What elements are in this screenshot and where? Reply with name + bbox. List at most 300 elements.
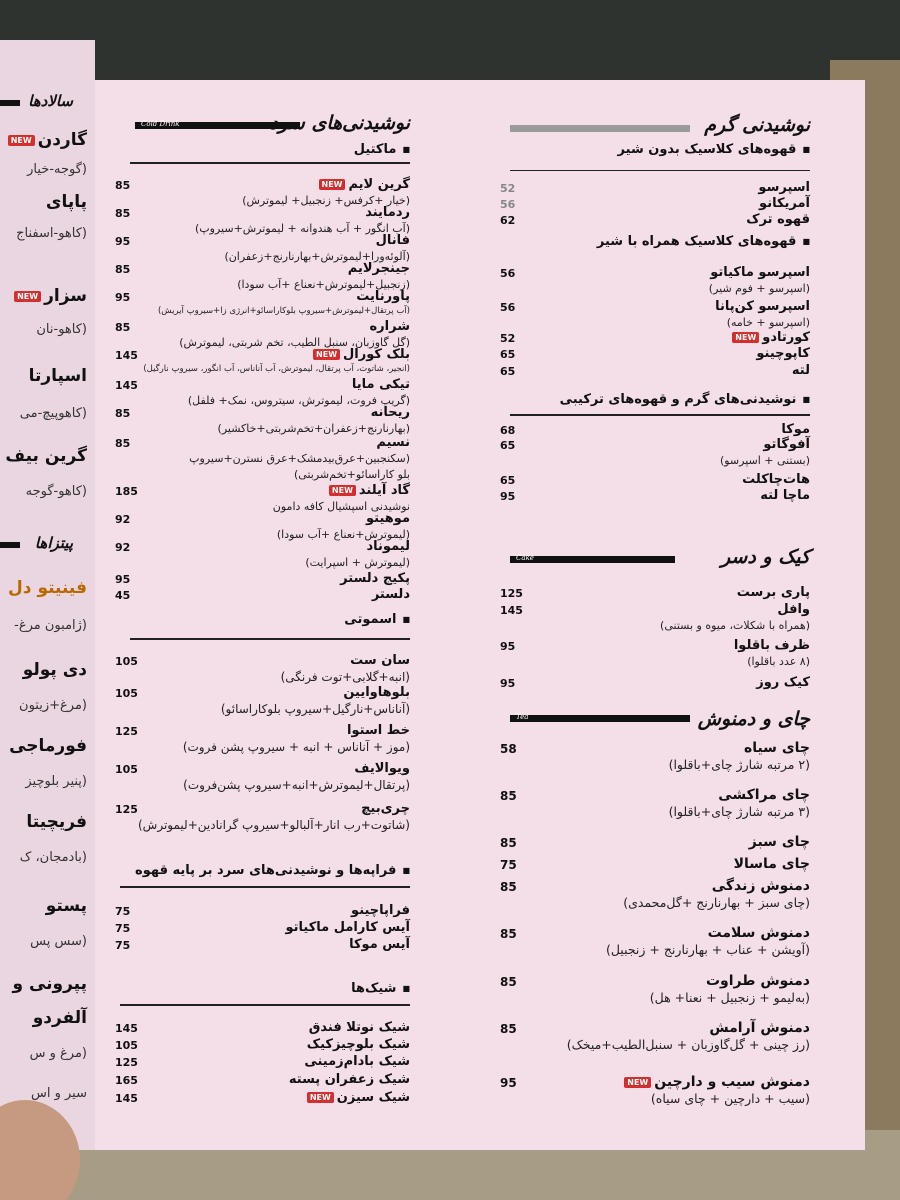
menu-item-description: (رز چینی + گل‌گاوزبان + سنبل‌الطیب+میخک) — [566, 1037, 810, 1052]
left-panel-item-name: پاپای — [45, 192, 87, 212]
menu-item-label: چای مراکشی — [718, 787, 810, 803]
section-rule — [120, 1004, 410, 1006]
left-panel-item-name: دی پولو — [22, 660, 87, 680]
menu-item — [500, 787, 810, 805]
menu-item-price: 65 — [500, 365, 516, 378]
menu-item-price: 85 — [500, 927, 517, 941]
menu-item-name — [361, 801, 410, 816]
menu-item — [115, 205, 410, 223]
menu-item — [500, 488, 810, 506]
menu-item — [500, 973, 810, 991]
menu-item-name — [352, 377, 410, 392]
menu-item-description: (پرتقال+لیموترش+انبه+سیروپ پشن‌فروت) — [183, 778, 410, 792]
menu-item-name — [737, 585, 810, 600]
tea-title: چای و دمنوش — [697, 708, 810, 730]
menu-item — [500, 1074, 810, 1092]
menu-item-label: دمنوش سیب و دارچین — [654, 1074, 810, 1090]
menu-item — [115, 920, 410, 938]
menu-item — [500, 675, 810, 693]
menu-item — [115, 937, 410, 955]
menu-item-name — [763, 437, 810, 452]
salad-header: سالادها — [28, 92, 73, 110]
menu-item-label: جینجرلایم — [347, 261, 410, 276]
menu-item-name — [777, 602, 810, 617]
menu-item-label: گرین لایم — [348, 177, 410, 192]
menu-item-label: هات‌چاکلت — [742, 472, 810, 487]
menu-item-label: موکا — [781, 422, 810, 437]
menu-item-label: فراپاچینو — [351, 903, 410, 918]
new-badge: NEW — [14, 291, 41, 302]
menu-item-description: (همراه با شکلات، میوه و بستنی) — [660, 619, 810, 632]
left-panel-item-desc: (کاهو-نان — [36, 322, 87, 337]
left-panel-item-desc: (کاهو-اسفناج — [16, 226, 87, 241]
new-badge: NEW — [307, 1092, 334, 1103]
menu-item-name — [326, 483, 410, 498]
menu-item-name — [310, 347, 410, 362]
left-panel-item — [11, 286, 87, 306]
pizza-header: پیتزاها — [34, 534, 73, 552]
left-panel-item-desc: (سس پس — [30, 934, 87, 949]
left-panel-item — [46, 192, 87, 212]
menu-item-name — [354, 761, 410, 776]
menu-item-description: (آویشن + عناب + بهارنارنج + زنجبیل) — [605, 942, 810, 957]
menu-item-price: 45 — [115, 589, 131, 602]
menu-item-name — [351, 903, 410, 918]
menu-item — [500, 878, 810, 896]
left-menu-panel — [0, 40, 95, 1150]
left-panel-item-desc: (کاهو-گوجه — [25, 484, 87, 499]
menu-item-name — [347, 723, 410, 738]
menu-item-name — [316, 177, 411, 192]
new-badge: NEW — [8, 135, 35, 146]
menu-item-label: وافل — [777, 602, 810, 617]
left-panel-item-desc: (مرغ+زیتون — [19, 698, 87, 713]
menu-item-name — [365, 205, 410, 220]
menu-item-price: 85 — [115, 179, 131, 192]
menu-item-description: (گل گاوزبان، سنبل الطیب، تخم شربتی، لیموترش) — [179, 336, 410, 349]
salad-header-bar — [0, 100, 20, 106]
menu-item-label: تیکی مایا — [351, 377, 410, 392]
menu-item — [500, 585, 810, 603]
menu-item — [115, 685, 410, 703]
left-panel-item-name: اسپارتا — [28, 366, 87, 386]
menu-item — [115, 903, 410, 921]
menu-item — [115, 483, 410, 501]
menu-item-name — [304, 1054, 410, 1069]
menu-item-label: ریحانه — [370, 405, 410, 420]
menu-item-name — [756, 346, 810, 361]
menu-item-price: 68 — [500, 424, 516, 437]
menu-item-label: لیموناد — [366, 539, 410, 554]
menu-item — [115, 1037, 410, 1055]
cake-bar-label: Cake — [516, 554, 534, 562]
menu-item-name — [706, 973, 810, 989]
menu-item-price: 95 — [500, 490, 516, 503]
menu-item-label: چای ماسالا — [733, 856, 810, 872]
menu-item-description: (انبه+گلابی+توت فرنگی) — [280, 670, 410, 684]
menu-item — [500, 638, 810, 656]
left-panel-item — [46, 896, 87, 916]
menu-item-description: (اسپرسو + خامه) — [726, 316, 810, 329]
menu-item — [115, 539, 410, 557]
section-mocktail: ■ ماکتیل — [354, 142, 410, 157]
section-rule — [130, 162, 410, 164]
section-rule — [130, 638, 410, 640]
menu-item-label: دمنوش زندگی — [711, 878, 810, 894]
cold-title: نوشیدنی‌های سرد — [269, 112, 410, 134]
menu-item-price: 145 — [500, 604, 523, 617]
menu-item-price: 58 — [500, 742, 517, 756]
menu-item-name — [376, 435, 410, 450]
menu-item — [115, 801, 410, 819]
menu-item-description: (انجیر، شاتوت، آب پرتقال، لیموترش، آب آناناس، آب انگور، سیروپ نارگیل) — [143, 364, 410, 374]
left-panel-item-desc: (مرغ و س — [29, 1046, 87, 1061]
menu-item-label: کیک روز — [756, 675, 810, 690]
menu-item-name — [734, 856, 810, 872]
menu-item-name — [712, 878, 810, 894]
menu-item-name — [746, 212, 810, 227]
menu-item-label: کاپوچینو — [756, 346, 810, 361]
menu-item-price: 95 — [115, 573, 131, 586]
left-panel-item-desc: (کاهوپیچ-می — [19, 406, 87, 421]
menu-item — [115, 723, 410, 741]
menu-item-label: دمنوش طراوت — [705, 973, 810, 989]
left-panel-item — [33, 1008, 87, 1028]
menu-item-price: 56 — [500, 198, 516, 211]
section-frappe: ■ فراپه‌ها و نوشیدنی‌های سرد بر پایه قهوه — [135, 863, 410, 878]
background-top — [0, 0, 900, 80]
menu-item-label: چای سبز — [748, 834, 810, 850]
menu-item-name — [781, 422, 810, 437]
menu-item-price: 92 — [115, 541, 131, 554]
section-smoothie: ■ اسموتی — [344, 612, 410, 627]
menu-item-name — [356, 289, 410, 304]
menu-item — [115, 261, 410, 279]
menu-item-description: (بهارنارنج+زعفران+تخم‌شربتی+خاکشیر) — [217, 422, 410, 435]
menu-item-name — [349, 937, 410, 952]
menu-item-name — [742, 472, 810, 487]
menu-item-label: قهوه ترک — [746, 212, 810, 227]
menu-item-name — [718, 787, 810, 803]
menu-item-price: 85 — [115, 207, 131, 220]
menu-item-name — [340, 571, 410, 586]
menu-item-name — [734, 638, 810, 653]
menu-item-name — [304, 1090, 410, 1105]
menu-item-price: 62 — [500, 214, 516, 227]
menu-item-description: نوشیدنی اسپشیال کافه دامون — [272, 500, 410, 513]
menu-item-description: (لیموترش+نعناع +آب سودا) — [276, 528, 410, 541]
menu-item-description: (زنجبیل+لیموترش+نعناع +آب سودا) — [237, 278, 410, 291]
menu-item-label: شراره — [369, 319, 410, 334]
menu-item-name — [348, 261, 410, 276]
new-badge: NEW — [319, 179, 346, 190]
menu-item — [115, 377, 410, 395]
menu-item-price: 95 — [115, 235, 131, 248]
menu-item-description: (شاتوت+رب انار+آلبالو+سیروپ گرانادین+لیموترش) — [138, 818, 410, 832]
menu-item-description: (بستنی + اسپرسو) — [719, 454, 810, 467]
menu-item — [500, 437, 810, 455]
menu-item-label: دمنوش آرامش — [709, 1020, 810, 1036]
left-panel-item-name: سزار — [44, 286, 87, 306]
menu-item-label: سان ست — [350, 653, 410, 668]
menu-item-description: (به‌لیمو + زنجبیل + نعنا+ هل) — [649, 990, 810, 1005]
menu-item-name — [307, 1037, 410, 1052]
left-panel-item — [5, 130, 87, 150]
menu-item-name — [309, 1020, 410, 1035]
left-panel-item-desc: (گوجه-خیار — [27, 162, 87, 177]
menu-item — [500, 212, 810, 230]
menu-item-name — [366, 511, 410, 526]
menu-item — [115, 435, 410, 453]
menu-item-price: 65 — [500, 348, 516, 361]
menu-item — [115, 289, 410, 307]
menu-item-name — [744, 740, 810, 756]
menu-item-label: موهیتو — [366, 511, 410, 526]
menu-item-name — [709, 1020, 810, 1036]
menu-item — [500, 740, 810, 758]
menu-item-description: (خیار +کرفس+ زنجبیل+ لیموترش) — [242, 194, 410, 207]
menu-item-label: آیس کارامل ماکیاتو — [285, 920, 410, 935]
menu-item — [500, 1020, 810, 1038]
new-badge: NEW — [732, 332, 759, 343]
menu-item-description: (آلوئه‌ورا+لیموترش+بهارنارنج+زعفران) — [224, 250, 410, 263]
menu-item-price: 185 — [115, 485, 138, 498]
left-panel-item — [8, 578, 87, 598]
menu-item-price: 125 — [115, 1056, 138, 1069]
menu-item-name — [715, 299, 810, 314]
menu-item — [115, 233, 410, 251]
menu-item-name — [350, 653, 410, 668]
menu-item — [500, 602, 810, 620]
menu-item-description: (اسپرسو + فوم شیر) — [708, 282, 810, 295]
menu-item — [115, 1054, 410, 1072]
menu-item-label: اسپرسو — [758, 180, 810, 195]
menu-item — [115, 319, 410, 337]
menu-item-price: 85 — [115, 407, 131, 420]
menu-item — [500, 925, 810, 943]
menu-item-label: آمریکانو — [759, 196, 810, 211]
menu-item-name — [708, 925, 810, 941]
menu-item-price: 85 — [500, 975, 517, 989]
menu-item-name — [621, 1074, 810, 1090]
menu-item-label: کورتادو — [762, 330, 810, 345]
left-panel-item-desc: (پنیر بلوچیز — [25, 774, 87, 789]
left-panel-item-name: گاردن — [37, 130, 87, 150]
menu-item-label: خط استوا — [347, 723, 410, 738]
left-panel-item — [26, 812, 87, 832]
menu-item — [115, 511, 410, 529]
menu-item-name — [371, 405, 410, 420]
menu-item-description: (۳ مرتبه شارژ چای+باقلوا) — [668, 804, 810, 819]
left-panel-item-name: فریچیتا — [26, 812, 87, 832]
menu-item-name — [710, 265, 810, 280]
menu-item-label: ویوالایف — [354, 761, 410, 776]
menu-item-name — [758, 180, 810, 195]
left-panel-item-name: پستو — [45, 896, 87, 916]
menu-item — [500, 346, 810, 364]
menu-item-price: 92 — [115, 513, 131, 526]
menu-item-name — [759, 196, 810, 211]
menu-item — [115, 1090, 410, 1108]
menu-item-price: 95 — [500, 677, 516, 690]
menu-item-label: بلوهاوایین — [343, 685, 410, 700]
menu-item — [115, 761, 410, 779]
menu-item-price: 95 — [500, 1076, 517, 1090]
section-classic: ■ قهوه‌های کلاسیک بدون شیر — [618, 142, 810, 157]
menu-item-label: ردمایند — [365, 205, 410, 220]
left-panel-item-name: پپرونی و — [12, 974, 87, 994]
menu-item — [500, 363, 810, 381]
menu-item-description: بلو کاراسائو+تخم‌شربتی) — [294, 468, 410, 481]
menu-item-label: دمنوش سلامت — [707, 925, 810, 941]
menu-item-price: 125 — [115, 725, 138, 738]
hot-title: نوشیدنی گرم — [704, 114, 810, 136]
menu-item-name — [367, 539, 411, 554]
menu-item-label: پاورنایت — [356, 289, 410, 304]
left-panel-item — [5, 446, 87, 466]
menu-item-price: 125 — [500, 587, 523, 600]
menu-item-price: 105 — [115, 655, 138, 668]
menu-item-price: 105 — [115, 763, 138, 776]
menu-item-price: 85 — [500, 836, 517, 850]
menu-item-price: 165 — [115, 1074, 138, 1087]
menu-item-price: 85 — [500, 789, 517, 803]
menu-item-label: گاد آیلند — [358, 483, 410, 498]
menu-item-description: (موز + آناناس + انبه + سیروپ پشن فروت) — [182, 740, 410, 754]
menu-item-price: 52 — [500, 182, 516, 195]
menu-item-name — [729, 330, 810, 345]
menu-item-price: 145 — [115, 1092, 138, 1105]
menu-item — [115, 347, 410, 365]
pizza-header-bar — [0, 542, 20, 548]
menu-item-name — [376, 233, 410, 248]
menu-item-price: 85 — [500, 1022, 517, 1036]
left-panel-item — [12, 974, 87, 994]
menu-item-price: 85 — [115, 321, 131, 334]
left-panel-item — [29, 366, 87, 386]
menu-item-description: (آب انگور + آب هندوانه + لیموترش+سیروپ) — [195, 222, 410, 235]
menu-item-price: 65 — [500, 439, 516, 452]
new-badge: NEW — [329, 485, 356, 496]
menu-item-label: اسپرسو کن‌پانا — [715, 299, 810, 314]
menu-item-label: پاری برست — [736, 585, 810, 600]
left-panel-item-name: فورماجی — [9, 736, 87, 756]
menu-item-label: آفوگاتو — [763, 437, 810, 452]
menu-item-price: 75 — [115, 939, 131, 952]
menu-item — [115, 177, 410, 195]
menu-item-name — [749, 834, 810, 850]
menu-item-price: 85 — [115, 263, 131, 276]
menu-item — [115, 653, 410, 671]
section-blend: ■ نوشیدنی‌های گرم و قهوه‌های ترکیبی — [560, 392, 810, 407]
menu-item-description: (سکنجبین+عرق‌بیدمشک+عرق نسترن+سیروپ — [189, 452, 410, 465]
menu-item-price: 56 — [500, 301, 516, 314]
menu-item — [115, 1072, 410, 1090]
menu-item-price: 145 — [115, 379, 138, 392]
menu-item-price: 145 — [115, 349, 138, 362]
menu-item-description: (گریپ فروت، لیموترش، سیتروس، نمک+ فلفل) — [187, 394, 410, 407]
left-panel-item-name: آلفردو — [32, 1008, 87, 1028]
left-panel-item-desc: (بادمجان، ک — [19, 850, 87, 865]
menu-item — [115, 1020, 410, 1038]
hot-title-bar — [510, 125, 690, 132]
menu-item-label: شیک سیزن — [336, 1090, 410, 1105]
left-panel-item — [9, 736, 87, 756]
menu-item-label: بلک کورال — [343, 347, 410, 362]
menu-item-description: (آب پرتقال+لیموترش+سیروپ بلوکاراسائو+انرژی زا+سیروپ آیریش) — [157, 306, 410, 316]
menu-item-name — [343, 685, 410, 700]
menu-item-label: پکیج دلستر — [340, 571, 410, 586]
menu-item-name — [792, 363, 810, 378]
left-panel-item-desc: (ژامبون مرغ- — [14, 618, 87, 633]
menu-item-name — [760, 488, 810, 503]
menu-item — [500, 265, 810, 283]
menu-item-price: 105 — [115, 1039, 138, 1052]
menu-item-label: شیک نوتلا فندق — [308, 1020, 410, 1035]
menu-item-price: 145 — [115, 1022, 138, 1035]
menu-item-price: 75 — [500, 858, 517, 872]
tea-title-bar — [510, 715, 690, 722]
menu-item-price: 85 — [115, 437, 131, 450]
left-panel-item — [23, 660, 87, 680]
menu-item-description: (۲ مرتبه شارژ چای+باقلوا) — [668, 757, 810, 772]
menu-item-name — [372, 587, 410, 602]
menu-item-label: چری‌بیچ — [361, 801, 410, 816]
cake-title: کیک و دسر — [720, 546, 810, 568]
menu-item-name — [289, 1072, 410, 1087]
menu-item-label: اسپرسو ماکیاتو — [710, 265, 810, 280]
menu-item-price: 75 — [115, 922, 131, 935]
menu-item-price: 105 — [115, 687, 138, 700]
menu-item — [115, 405, 410, 423]
menu-item-price: 125 — [115, 803, 138, 816]
menu-item-label: فانال — [375, 233, 410, 248]
menu-item-price: 65 — [500, 474, 516, 487]
section-rule — [120, 886, 410, 888]
menu-item-label: دلستر — [371, 587, 410, 602]
section-rule — [510, 414, 810, 416]
menu-item-label: آیس موکا — [349, 937, 410, 952]
menu-item — [500, 834, 810, 852]
menu-item-label: ماچا لته — [760, 488, 810, 503]
left-panel-item-name: فینیتو دل — [8, 578, 87, 598]
left-panel-item-desc: سیر و اس — [30, 1086, 87, 1101]
menu-item-label: ظرف باقلوا — [733, 638, 810, 653]
menu-item-label: چای سیاه — [743, 740, 810, 756]
menu-item-description: (سیب + دارچین + چای سیاه) — [650, 1091, 810, 1106]
menu-item-price: 52 — [500, 332, 516, 345]
menu-item-price: 95 — [500, 640, 516, 653]
menu-item — [500, 299, 810, 317]
menu-item-name — [285, 920, 410, 935]
menu-item-description: (آناناس+نارگیل+سیروپ بلوکاراسائو) — [220, 702, 410, 716]
menu-item — [500, 856, 810, 874]
menu-item-price: 75 — [115, 905, 131, 918]
menu-item-description: (لیموترش + اسپرایت) — [305, 556, 410, 569]
menu-item-description: (۸ عدد باقلوا) — [747, 655, 810, 668]
menu-item-label: شیک بادام‌زمینی — [304, 1054, 410, 1069]
menu-item-name — [756, 675, 810, 690]
menu-item — [115, 587, 410, 605]
menu-item-description: (چای سبز + بهارنارنج +گل‌محمدی) — [623, 895, 810, 910]
menu-item-label: لته — [791, 363, 810, 378]
menu-item-label: شیک بلوچیزکیک — [306, 1037, 410, 1052]
new-badge: NEW — [624, 1077, 651, 1088]
section-milk: ■ قهوه‌های کلاسیک همراه با شیر — [597, 234, 810, 249]
menu-sheet — [95, 80, 865, 1150]
cake-title-bar — [510, 556, 675, 563]
menu-item-price: 95 — [115, 291, 131, 304]
